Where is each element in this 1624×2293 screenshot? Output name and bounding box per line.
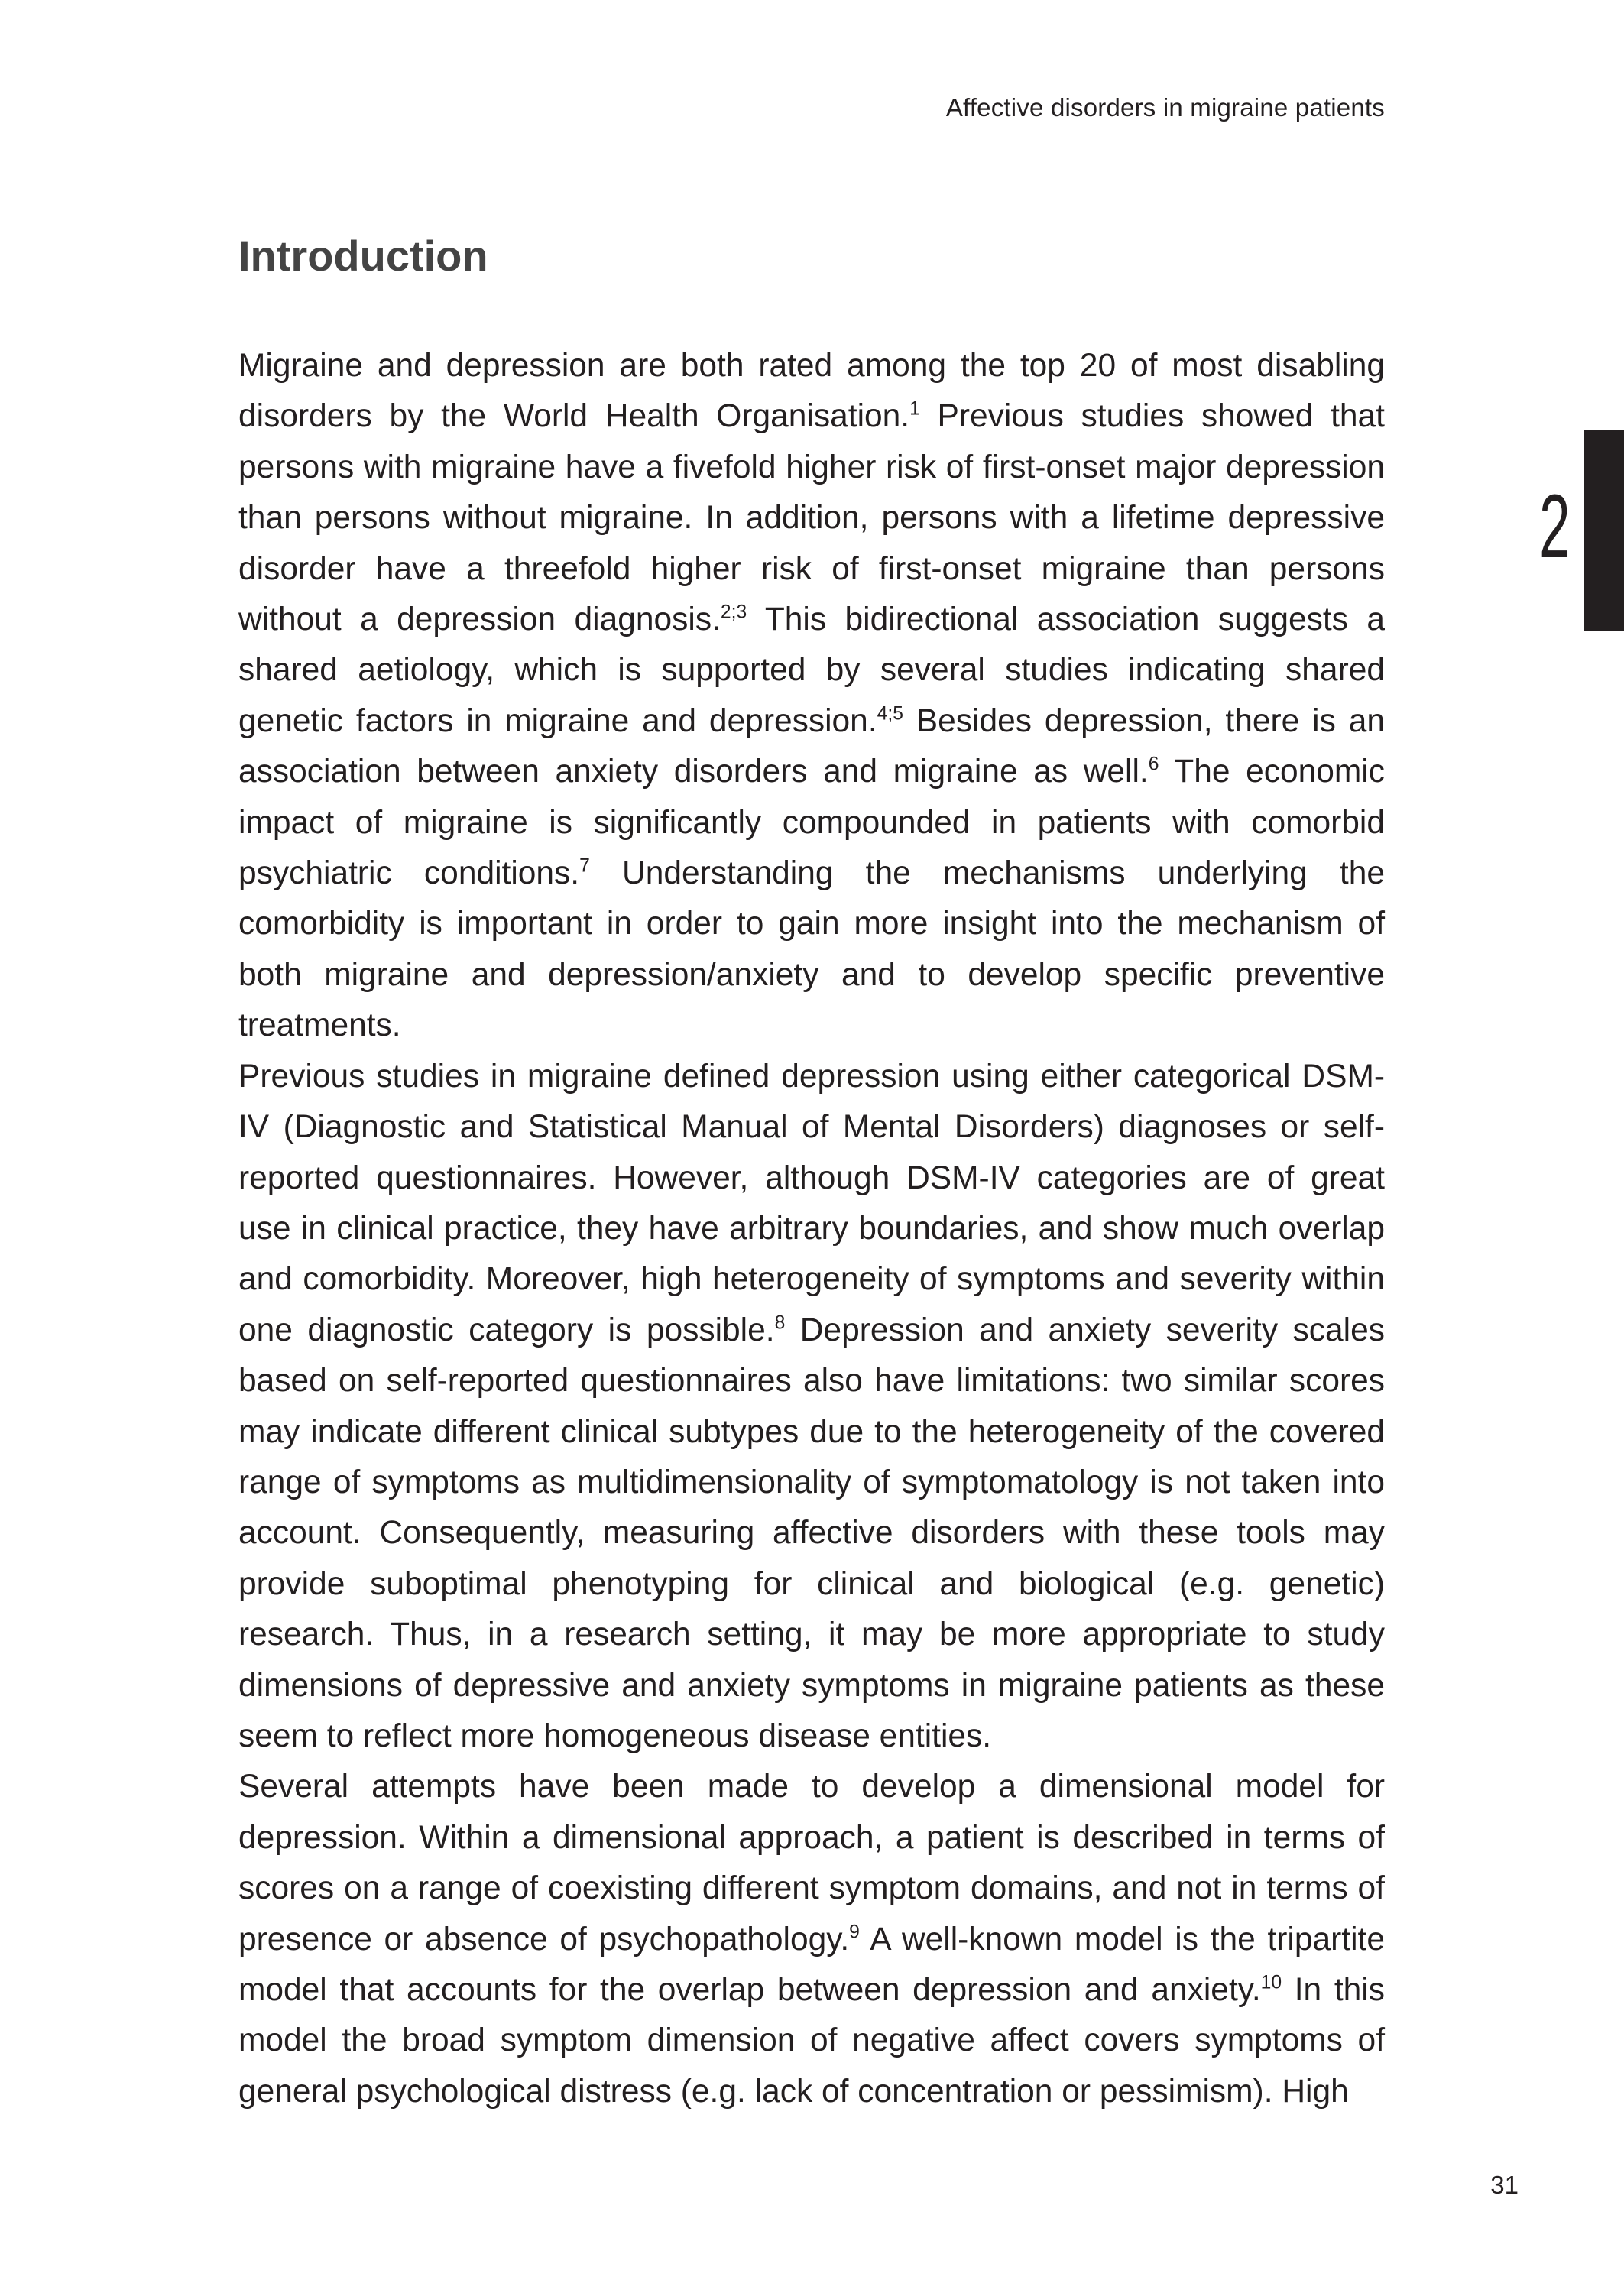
chapter-number: 2	[1539, 476, 1571, 577]
paragraph-3	[238, 1762, 1385, 2117]
text-run: Previous studies in migraine defined depression using either categorical DSM-IV (Diagnostic and Statistical Manual of Mental Disorders) diagnoses or self-reported questionnaires. However, although DSM-IV categories are of great use in clinical practice, they have arbitrary boundaries, and show much overlap and comorbidity. Moreover, high heterogeneity of symptoms and severity within one diagnostic category is possible.	[238, 1058, 1385, 1348]
running-header: Affective disorders in migraine patients	[945, 93, 1385, 122]
text-run: Understanding the mechanisms underlying the comorbidity is important in order to gain more insight into the mechanism of both migraine and depression/anxiety and to develop specific preventive treatments.	[238, 855, 1385, 1044]
paragraph-1	[238, 341, 1385, 1052]
citation-10: 10	[1260, 1972, 1282, 1993]
paragraph-2	[238, 1052, 1385, 1763]
text-run: Depression and anxiety severity scales based on self-reported questionnaires also have limitations: two similar scores may indicate different clinical subtypes due to the heterogeneity of the covered range of symptoms as multidimensionality of symptomatology is not taken into account. Consequently, measuring affective disorders with these tools may provide suboptimal phenotyping for clinical and biological (e.g. genetic) research. Thus, in a research setting, it may be more appropriate to study dimensions of depressive and anxiety symptoms in migraine patients as these seem to reflect more homogeneous disease entities.	[238, 1312, 1386, 1754]
text-run: Migraine and depression are both rated among the top 20 of most disabling disorders by the World Health Organisation.	[238, 348, 1385, 435]
body-text	[238, 341, 1385, 2117]
text-run: Previous studies showed that persons with migraine have a fivefold higher risk of first-onset major depression than persons without migraine. In addition, persons with a lifetime depressive disorder have a threefold higher risk of first-onset migraine than persons without a depression diagnosis.	[238, 398, 1385, 638]
text-run: A well-known model is the tripartite model that accounts for the overlap between depression and anxiety.	[238, 1921, 1385, 2008]
text-run: In this model the broad symptom dimension of negative affect covers symptoms of general psychological distress (e.g. lack of concentration or pessimism). High	[238, 1972, 1385, 2110]
citation-2-3: 2;3	[720, 602, 747, 623]
page-number: 31	[1490, 2171, 1519, 2199]
citation-8: 8	[774, 1312, 786, 1334]
citation-4-5: 4;5	[877, 703, 903, 725]
text-run: This bidirectional association suggests a shared aetiology, which is supported by several studies indicating shared genetic factors in migraine and depression.	[238, 602, 1385, 739]
text-run: Besides depression, there is an association between anxiety disorders and migraine as well.	[238, 702, 1386, 790]
text-run: The economic impact of migraine is significantly compounded in patients with comorbid psychiatric conditions.	[238, 754, 1385, 892]
section-heading: Introduction	[238, 232, 488, 280]
chapter-tab-marker	[1584, 430, 1624, 631]
text-run: Several attempts have been made to develop a dimensional model for depression. Within a dimensional approach, a patient is described in terms of scores on a range of coexisting different symptom domains, and not in terms of presence or absence of psychopathology.	[238, 1769, 1385, 1957]
citation-7: 7	[579, 855, 590, 877]
citation-1: 1	[909, 399, 920, 420]
citation-6: 6	[1148, 754, 1159, 775]
citation-9: 9	[849, 1922, 860, 1943]
